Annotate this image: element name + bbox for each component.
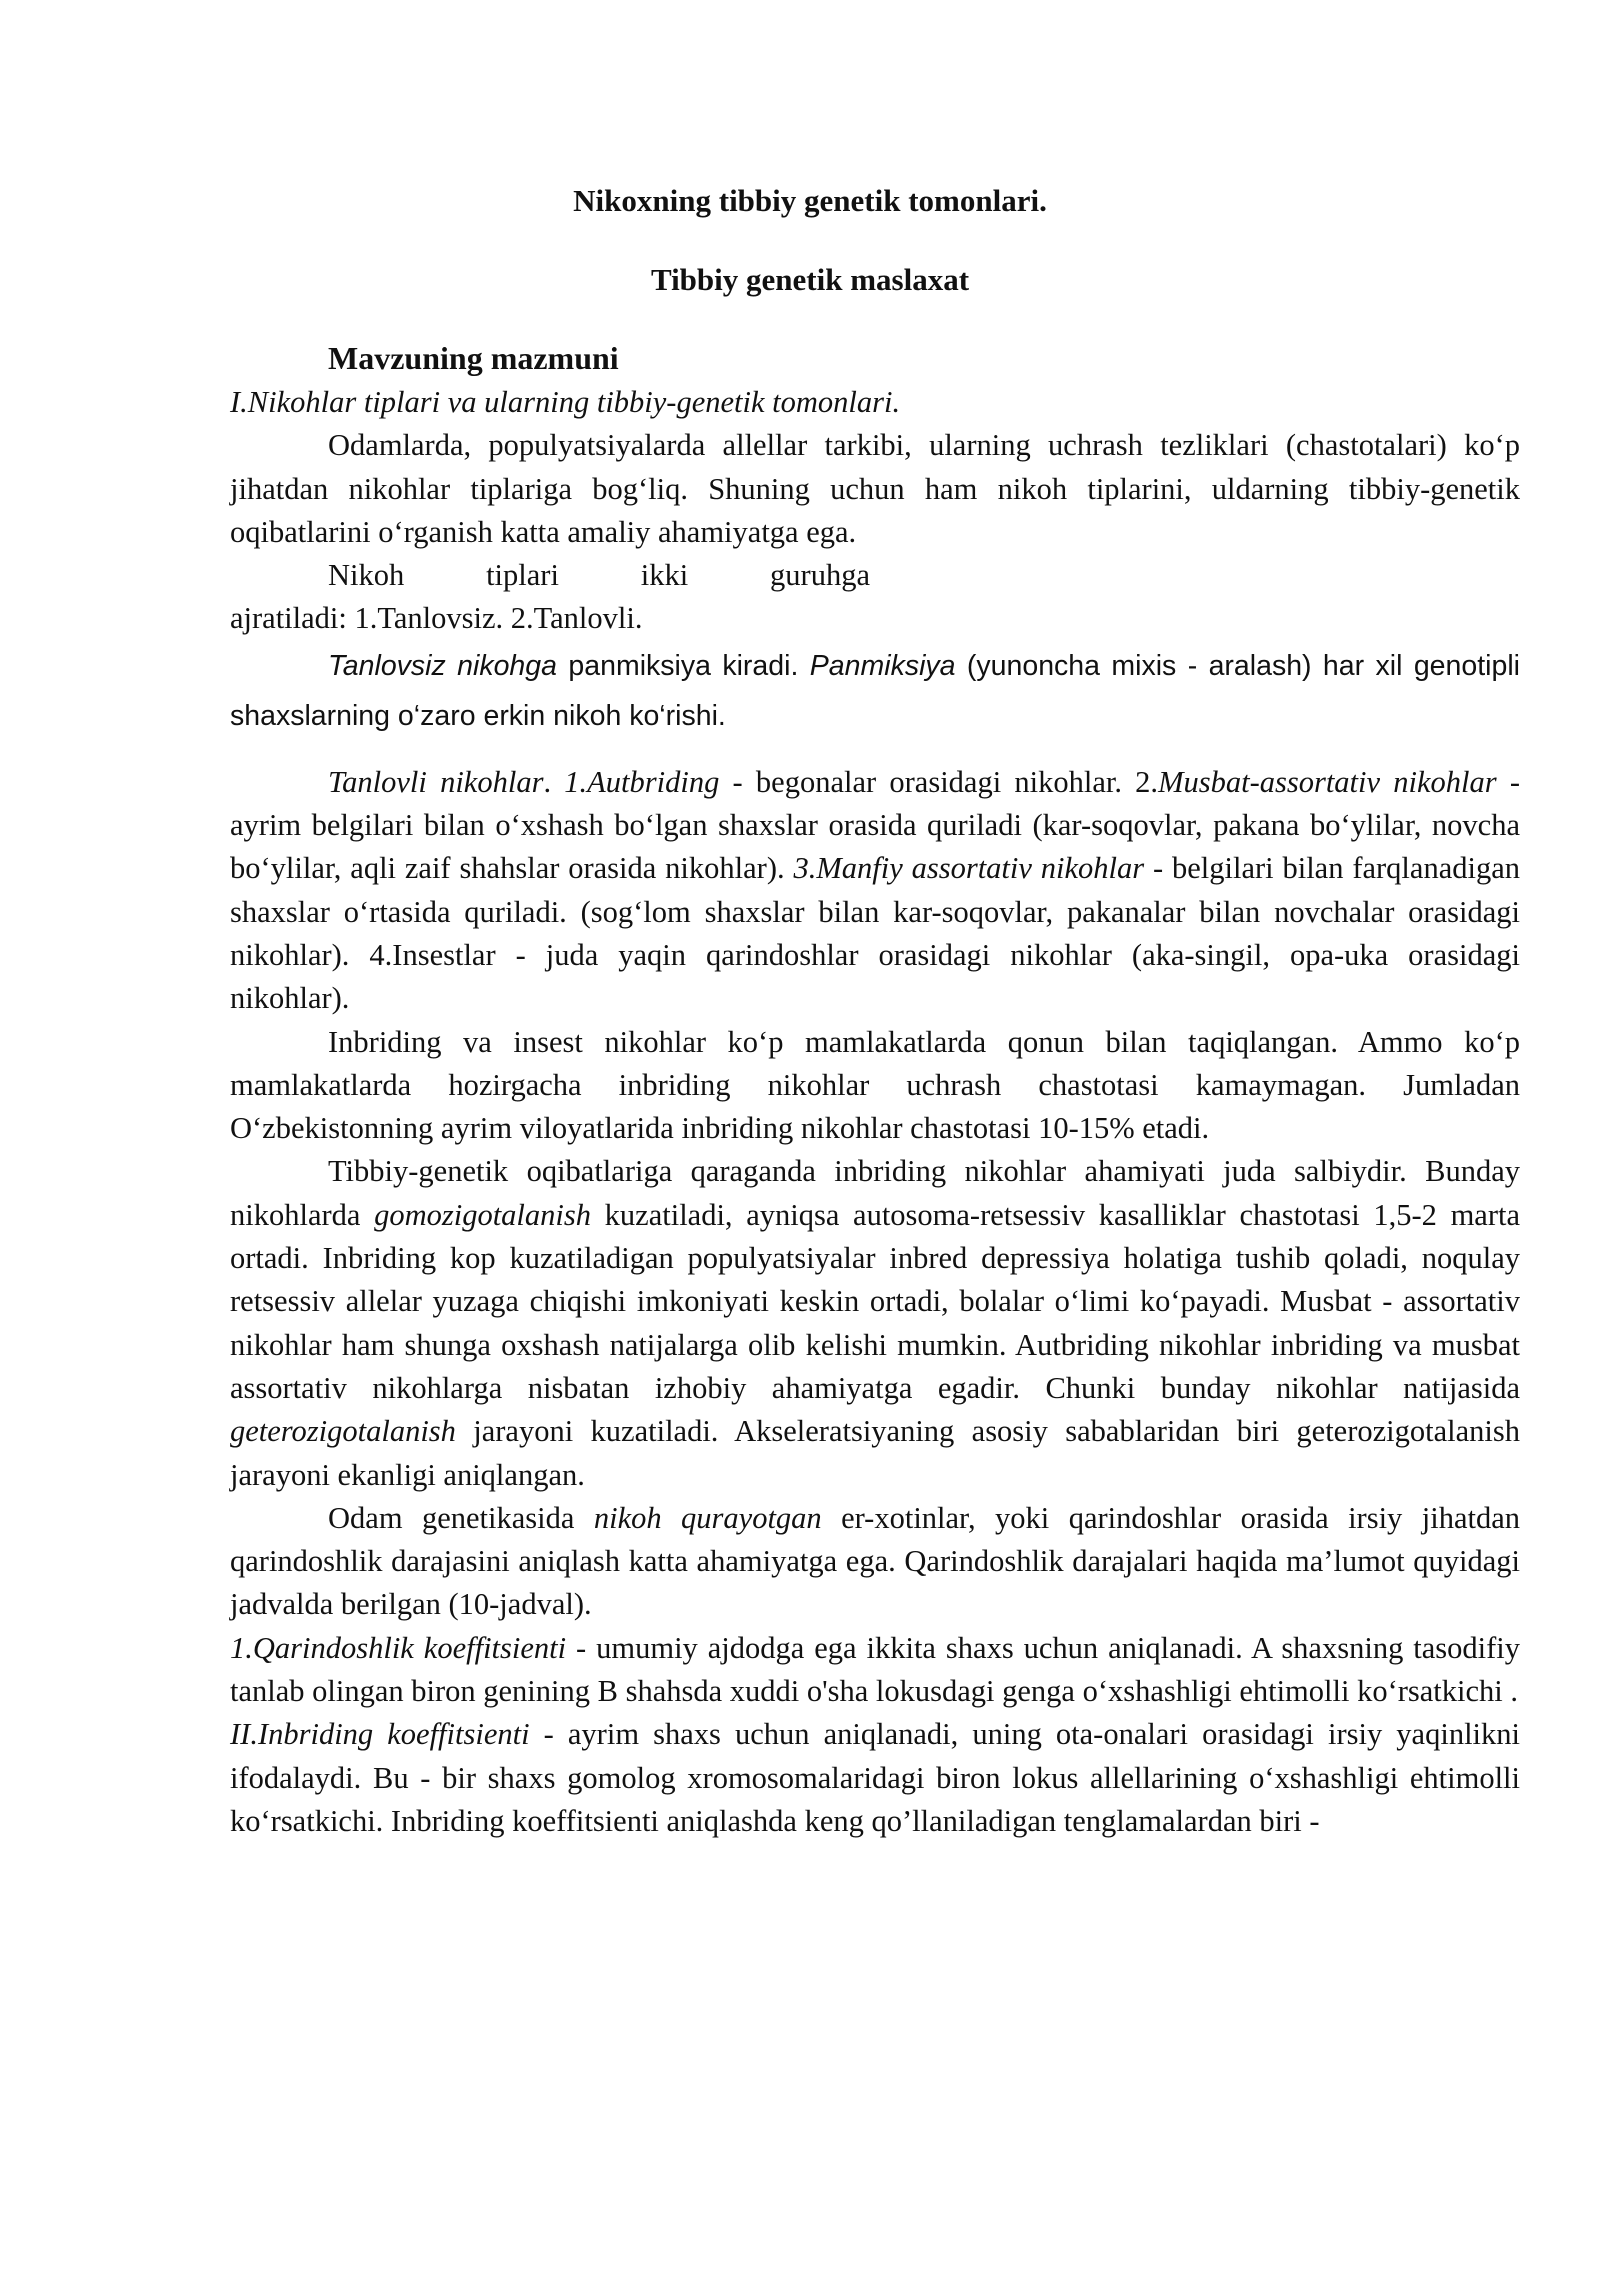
paragraph-8 <box>230 1627 1520 1714</box>
paragraph-2-line-1: Nikoh tiplari ikki guruhga <box>328 558 870 593</box>
text-span: er-xotinlar, yoki qarindoshlar orasida irsiy jihatdan qarindoshlik darajasini aniqlash katta ahamiyatga ega. Qarindoshlik darajalari haqida ma’lumot quyidagi jadvalda berilgan (10-jadval). <box>230 1500 1520 1622</box>
text-span: . <box>543 764 565 799</box>
paragraph-9 <box>230 1713 1520 1843</box>
spacer <box>230 741 1520 761</box>
term-musbat: Musbat-assortativ nikohlar <box>1158 764 1497 799</box>
text-span: (yunoncha mixis - aralash) har xil genotipli shaxslarning o‘zaro erkin nikoh ko‘rishi. <box>230 649 1521 732</box>
paragraph-1: Odamlarda, populyatsiyalarda allellar tarkibi, ularning uchrash tezliklari (chastotalari) ko‘p jihatdan nikohlar tiplariga bog‘liq. Shuning uchun ham nikoh tiplarini, uldarning tibbiy-genetik oqibatlarini o‘rganish katta amaliy ahamiyatga ega. <box>230 428 1520 549</box>
section-heading: Mavzuning mazmuni <box>328 340 619 376</box>
text-span: - ayrim shaxs uchun aniqlanadi, uning ota-onalari orasidagi irsiy yaqinlikni ifodalaydi. Bu - bir shaxs gomolog xromosomalaridagi biron lokus allellarining o‘xshashligi ehtimolli ko‘rsatkichi. Inbriding koeffitsienti aniqlashda keng qo’llaniladigan tenglamalardan biri - <box>230 1717 1520 1838</box>
term-qarindoshlik-koeffitsienti: 1.Qarindoshlik koeffitsienti <box>230 1630 567 1665</box>
text-span: - belgilari bilan farqlanadigan shaxslar o‘rtasida quriladi. (sog‘lom shaxslar bilan kar-soqovlar, pakanalar bilan novchalar orasidagi nikohlar). 4.Insestlar - juda yaqin qarindoshlar orasidagi nikohlar (aka-singil, opa-uka orasidagi nikohlar). <box>230 851 1520 1016</box>
text-span: panmiksiya kiradi. <box>557 649 810 682</box>
text-span: Odam genetikasida <box>328 1500 594 1535</box>
paragraph-6 <box>230 1150 1520 1496</box>
text-span: - ayrim belgilari bilan o‘xshash bo‘lgan shaxslar orasida quriladi (kar-soqovlar, pakana bo‘ylilar, novcha bo‘ylilar, aqli zaif shahslar orasida nikohlar). <box>230 764 1520 886</box>
text-span: Tibbiy-genetik oqibatlariga qaraganda inbriding nikohlar ahamiyati juda salbiydir. Bunday nikohlarda <box>230 1154 1520 1232</box>
term-autbriding: 1.Autbriding <box>564 764 720 799</box>
text-span: kuzatiladi, ayniqsa autosoma-retsessiv kasalliklar chastotasi 1,5-2 marta ortadi. Inbriding kop kuzatiladigan populyatsiyalar inbred depressiya holatiga tushib qoladi, noqulay retsessiv allelar yuzaga chiqishi imkoniyati keskin ortadi, bolalar o‘limi ko‘payadi. Musbat - assortativ nikohlar ham shunga oxshash natijalarga olib kelishi mumkin. Autbriding nikohlar inbriding va musbat assortativ nikohlarga nisbatan izhobiy ahamiyatga egadir. Chunki bunday nikohlar natijasida <box>230 1197 1520 1405</box>
text-span: jarayoni kuzatiladi. Akseleratsiyaning asosiy sabablaridan biri geterozigotalanish jarayoni ekanligi aniqlangan. <box>230 1414 1520 1492</box>
list-item-1 <box>230 381 1520 424</box>
paragraph-2-line-2: ajratiladi: 1.Tanlovsiz. 2.Tanlovli. <box>230 601 643 636</box>
paragraph-5: Inbriding va insest nikohlar ko‘p mamlakatlarda qonun bilan taqiqlangan. Ammo ko‘p mamlakatlarda hozirgacha inbriding nikohlar uchrash chastotasi kamaymagan. Jumladan O‘zbekistonning ayrim viloyatlarida inbriding nikohlar chastotasi 10-15% etadi. <box>230 1024 1520 1146</box>
term-nikoh-qurayotgan: nikoh qurayotgan <box>593 1500 822 1535</box>
document-title: Nikoxning tibbiy genetik tomonlari. <box>573 183 1047 218</box>
text-span: - begonalar orasidagi nikohlar. 2. <box>719 764 1159 799</box>
paragraph-4 <box>230 761 1520 1021</box>
term-inbriding-koeffitsienti: II.Inbriding koeffitsienti <box>230 1717 530 1752</box>
text-span: - umumiy ajdodga ega ikkita shaxs uchun aniqlanadi. A shaxsning tasodifiy tanlab olingan biron genining B shahsda xuddi o'sha lokusdagi genga o‘xshashligi ehtimolli ko‘rsatkichi . <box>230 1630 1520 1709</box>
term-geterozigotalanish: geterozigotalanish <box>230 1414 456 1449</box>
list-item-1-text: I.Nikohlar tiplari va ularning tibbiy-genetik tomonlari. <box>230 385 901 419</box>
document-body <box>230 335 1520 1843</box>
document-subtitle: Tibbiy genetik maslaxat <box>650 262 970 297</box>
term-tanlovsiz: Tanlovsiz nikohga <box>328 649 557 682</box>
term-tanlovli: Tanlovli nikohlar <box>328 764 544 799</box>
term-panmiksiya: Panmiksiya <box>809 649 956 682</box>
paragraph-7 <box>230 1497 1520 1627</box>
term-gomozigotalanish: gomozigotalanish <box>374 1197 592 1232</box>
term-manfiy: 3.Manfiy assortativ nikohlar <box>793 851 1145 886</box>
paragraph-3 <box>230 641 1520 741</box>
